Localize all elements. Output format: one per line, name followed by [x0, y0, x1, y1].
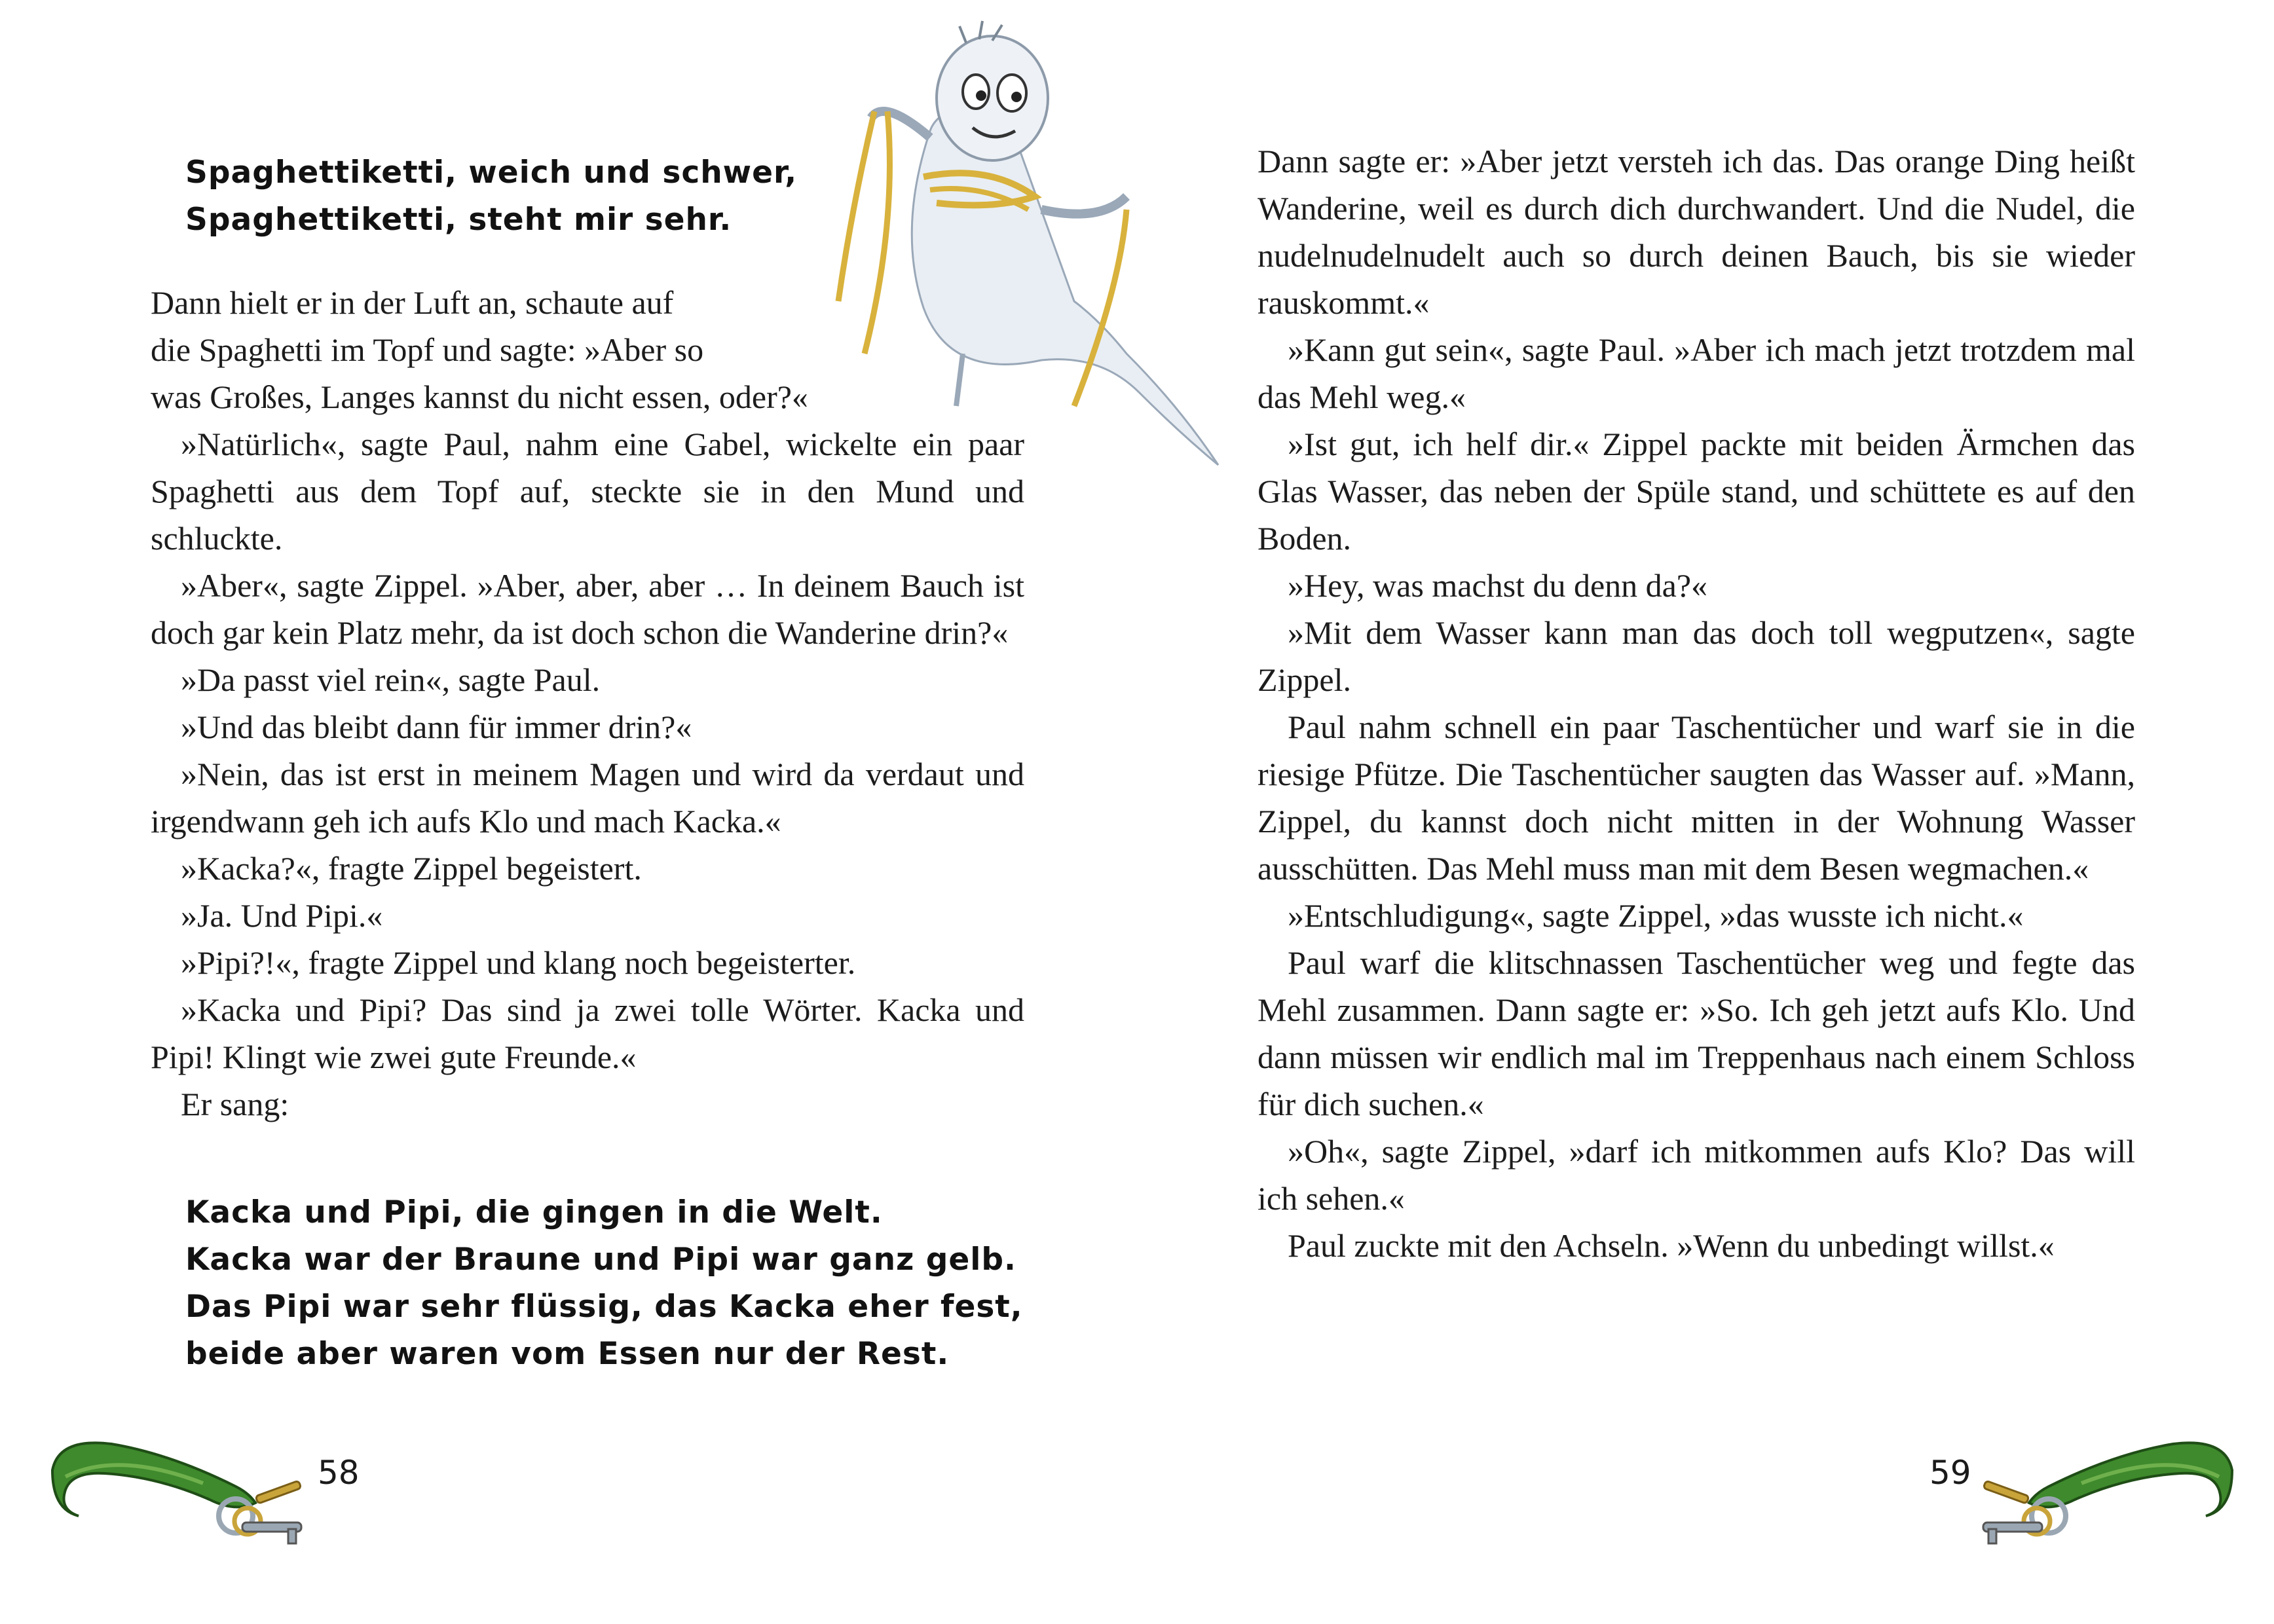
text-line: Dann hielt er in der Luft an, schaute auf [151, 284, 674, 321]
paragraph: Dann sagte er: »Aber jetzt versteh ich das. Das orange Ding heißt Wanderine, weil es durch dich durchwandert. Und die Nudel, die nudelnudelnudelt auch so durch deinen Bauch, bis sie wieder rauskommt.« [1258, 143, 2135, 321]
paragraph: »Entschludigung«, sagte Zippel, »das wusste ich nicht.« [1288, 897, 2024, 934]
keys-ornament-icon [39, 1424, 314, 1555]
paragraph: »Da passt viel rein«, sagte Paul. [181, 661, 601, 698]
paragraph: »Pipi?!«, fragte Zippel und klang noch begeisterter. [181, 944, 856, 981]
song-kacka-und-pipi [185, 1189, 1023, 1378]
paragraph: Paul nahm schnell ein paar Taschentücher und warf sie in die riesige Pfütze. Die Taschentücher saugten das Wasser auf. »Mann, Zippel, du kannst doch nicht mitten in der Wohnung Wasser ausschütten. Das Mehl muss man mit dem Besen wegmachen.« [1258, 709, 2135, 887]
song-line: Das Pipi war sehr flüssig, das Kacka eher fest, [185, 1289, 1023, 1325]
right-page [1137, 0, 2274, 1624]
paragraph: »Aber«, sagte Zippel. »Aber, aber, aber … In deinem Bauch ist doch gar kein Platz mehr, da ist doch schon die Wanderine drin?« [151, 567, 1024, 651]
paragraph: »Kann gut sein«, sagte Paul. »Aber ich mach jetzt trotzdem mal das Mehl weg.« [1258, 331, 2135, 415]
song-line: beide aber waren vom Essen nur der Rest. [185, 1336, 950, 1372]
song-line: Kacka und Pipi, die gingen in die Welt. [185, 1194, 883, 1230]
paragraph: »Ist gut, ich helf dir.« Zippel packte mit beiden Ärmchen das Glas Wasser, das neben der Spüle stand, und schüttete es auf den Boden. [1258, 426, 2135, 557]
paragraph: Paul warf die klitschnassen Taschentücher weg und fegte das Mehl zusammen. Dann sagte er: »So. Ich geh jetzt aufs Klo. Und dann müssen wir endlich mal im Treppenhaus nach einem Schloss für dich suchen.« [1258, 944, 2135, 1122]
paragraph: »Kacka?«, fragte Zippel begeistert. [181, 850, 642, 887]
paragraph: Paul zuckte mit den Achseln. »Wenn du unbedingt willst.« [1288, 1227, 2055, 1264]
keys-ornament-icon [1970, 1424, 2245, 1555]
song-spaghettiketti [185, 149, 797, 244]
song-line: Kacka war der Braune und Pipi war ganz gelb. [185, 1242, 1016, 1278]
paragraph: »Kacka und Pipi? Das sind ja zwei tolle Wörter. Kacka und Pipi! Klingt wie zwei gute Freunde.« [151, 991, 1024, 1075]
paragraph: »Hey, was machst du denn da?« [1288, 567, 1708, 604]
paragraph: Er sang: [181, 1086, 289, 1122]
paragraph: »Natürlich«, sagte Paul, nahm eine Gabel, wickelte ein paar Spaghetti aus dem Topf auf, steckte sie in den Mund und schluckte. [151, 426, 1024, 557]
page-number-left: 58 [318, 1454, 360, 1492]
song-line: Spaghettiketti, steht mir sehr. [185, 202, 732, 238]
paragraph: »Mit dem Wasser kann man das doch toll wegputzen«, sagte Zippel. [1258, 614, 2135, 698]
right-body-text [1258, 138, 2135, 1269]
text-line: die Spaghetti im Topf und sagte: »Aber so [151, 331, 704, 368]
text-line: was Großes, Langes kannst du nicht essen, oder?« [151, 378, 808, 415]
page-number-right: 59 [1929, 1454, 1971, 1492]
paragraph: »Ja. Und Pipi.« [181, 897, 383, 934]
paragraph: »Oh«, sagte Zippel, »darf ich mitkommen aufs Klo? Das will ich sehen.« [1258, 1133, 2135, 1217]
song-line: Spaghettiketti, weich und schwer, [185, 155, 798, 191]
paragraph: »Nein, das ist erst in meinem Magen und wird da verdaut und irgendwann geh ich aufs Klo und mach Kacka.« [151, 756, 1024, 840]
paragraph: »Und das bleibt dann für immer drin?« [181, 709, 692, 745]
